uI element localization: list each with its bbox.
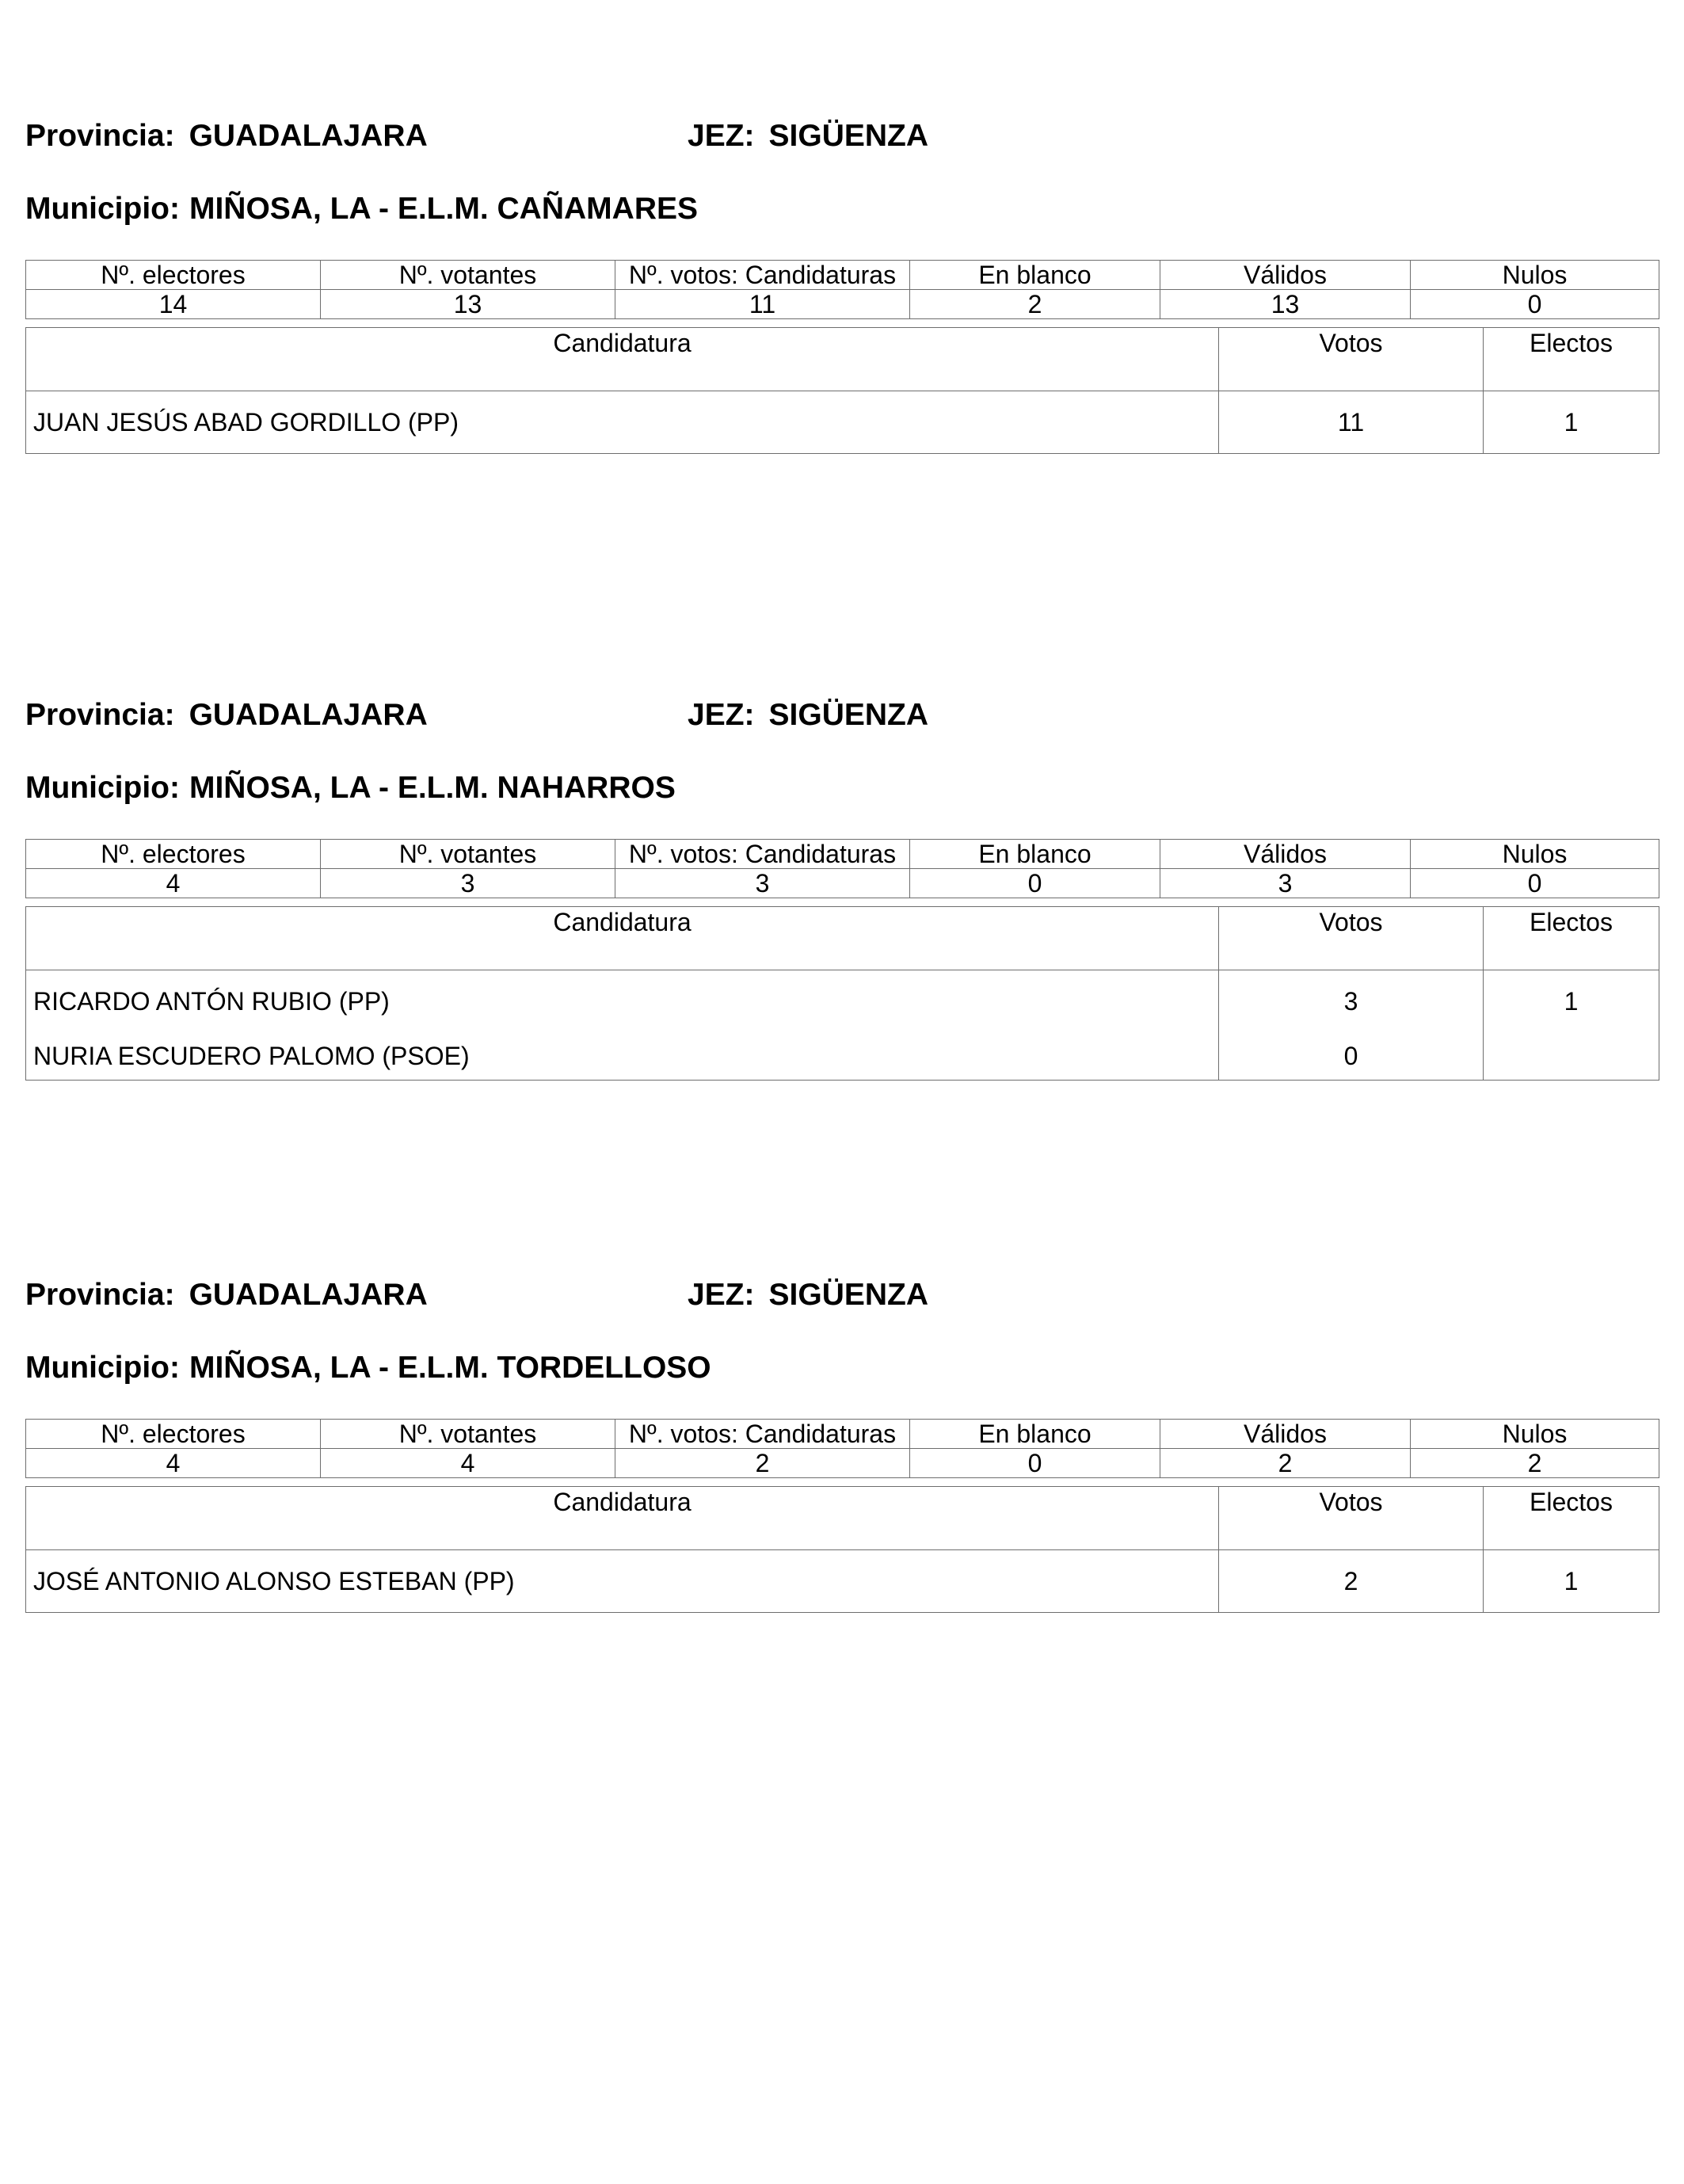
value-nulos: 0 bbox=[1411, 290, 1659, 319]
header-validos: Válidos bbox=[1160, 261, 1411, 290]
header-validos: Válidos bbox=[1160, 1420, 1411, 1449]
municipio-value: MIÑOSA, LA - E.L.M. CAÑAMARES bbox=[189, 192, 699, 226]
candidate-electos: 1 bbox=[1484, 970, 1659, 1033]
jez-label: JEZ: bbox=[688, 698, 755, 732]
municipio-label: Municipio: bbox=[25, 771, 180, 805]
header-en-blanco: En blanco bbox=[910, 840, 1160, 869]
value-en-blanco: 2 bbox=[910, 290, 1160, 319]
candidates-table bbox=[25, 327, 1659, 454]
header-nulos: Nulos bbox=[1411, 840, 1659, 869]
value-validos: 13 bbox=[1160, 290, 1411, 319]
candidate-votos: 0 bbox=[1219, 1032, 1484, 1081]
jez-label: JEZ: bbox=[688, 1278, 755, 1312]
value-nulos: 2 bbox=[1411, 1449, 1659, 1478]
stats-value-row bbox=[26, 869, 1659, 898]
municipio-label: Municipio: bbox=[25, 192, 180, 226]
stats-value-row bbox=[26, 290, 1659, 319]
candidate-name: NURIA ESCUDERO PALOMO (PSOE) bbox=[26, 1032, 1219, 1081]
candidates-header-row bbox=[26, 328, 1659, 391]
stats-header-row bbox=[26, 261, 1659, 290]
provincia-label: Provincia: bbox=[25, 119, 175, 153]
candidates-header-row bbox=[26, 1487, 1659, 1550]
header-electores: Nº. electores bbox=[26, 1420, 321, 1449]
value-en-blanco: 0 bbox=[910, 1449, 1160, 1478]
candidate-votos: 11 bbox=[1219, 391, 1484, 454]
header-votantes: Nº. votantes bbox=[321, 840, 615, 869]
header-electos: Electos bbox=[1484, 1487, 1659, 1550]
candidate-electos bbox=[1484, 1032, 1659, 1081]
provincia-label: Provincia: bbox=[25, 698, 175, 732]
provincia-header bbox=[25, 1278, 428, 1313]
candidate-row bbox=[26, 391, 1659, 454]
header-votos-candidaturas: Nº. votos: Candidaturas bbox=[615, 1420, 910, 1449]
header-nulos: Nulos bbox=[1411, 261, 1659, 290]
jez-header bbox=[688, 698, 928, 733]
candidate-name: JUAN JESÚS ABAD GORDILLO (PP) bbox=[26, 391, 1219, 454]
value-electores: 4 bbox=[26, 1449, 321, 1478]
value-validos: 3 bbox=[1160, 869, 1411, 898]
candidate-row bbox=[26, 1032, 1659, 1081]
municipio-value: MIÑOSA, LA - E.L.M. NAHARROS bbox=[189, 771, 676, 805]
municipio-header bbox=[25, 192, 698, 227]
header-votantes: Nº. votantes bbox=[321, 261, 615, 290]
jez-header bbox=[688, 1278, 928, 1313]
candidates-header-row bbox=[26, 907, 1659, 970]
header-en-blanco: En blanco bbox=[910, 1420, 1160, 1449]
header-electores: Nº. electores bbox=[26, 261, 321, 290]
value-validos: 2 bbox=[1160, 1449, 1411, 1478]
jez-value: SIGÜENZA bbox=[768, 698, 929, 732]
stats-value-row bbox=[26, 1449, 1659, 1478]
municipio-label: Municipio: bbox=[25, 1351, 180, 1385]
value-votantes: 4 bbox=[321, 1449, 615, 1478]
header-votos: Votos bbox=[1219, 328, 1484, 391]
value-votos-candidaturas: 3 bbox=[615, 869, 910, 898]
candidate-name: JOSÉ ANTONIO ALONSO ESTEBAN (PP) bbox=[26, 1550, 1219, 1613]
value-en-blanco: 0 bbox=[910, 869, 1160, 898]
jez-value: SIGÜENZA bbox=[768, 1278, 929, 1312]
candidates-table bbox=[25, 1486, 1659, 1613]
municipio-header bbox=[25, 1351, 711, 1385]
header-votantes: Nº. votantes bbox=[321, 1420, 615, 1449]
jez-value: SIGÜENZA bbox=[768, 119, 929, 153]
header-votos-candidaturas: Nº. votos: Candidaturas bbox=[615, 261, 910, 290]
value-votos-candidaturas: 11 bbox=[615, 290, 910, 319]
value-votos-candidaturas: 2 bbox=[615, 1449, 910, 1478]
candidate-votos: 3 bbox=[1219, 970, 1484, 1033]
header-electos: Electos bbox=[1484, 328, 1659, 391]
candidate-row bbox=[26, 970, 1659, 1033]
stats-table bbox=[25, 260, 1659, 319]
candidate-name: RICARDO ANTÓN RUBIO (PP) bbox=[26, 970, 1219, 1033]
header-nulos: Nulos bbox=[1411, 1420, 1659, 1449]
header-votos: Votos bbox=[1219, 1487, 1484, 1550]
header-candidatura: Candidatura bbox=[26, 907, 1219, 970]
value-electores: 14 bbox=[26, 290, 321, 319]
result-block-canamares bbox=[25, 119, 1659, 499]
header-electores: Nº. electores bbox=[26, 840, 321, 869]
jez-header bbox=[688, 119, 928, 154]
provincia-value: GUADALAJARA bbox=[189, 698, 428, 732]
value-electores: 4 bbox=[26, 869, 321, 898]
header-electos: Electos bbox=[1484, 907, 1659, 970]
provincia-value: GUADALAJARA bbox=[189, 119, 428, 153]
jez-label: JEZ: bbox=[688, 119, 755, 153]
header-candidatura: Candidatura bbox=[26, 328, 1219, 391]
stats-table bbox=[25, 1419, 1659, 1478]
header-validos: Válidos bbox=[1160, 840, 1411, 869]
provincia-header bbox=[25, 698, 428, 733]
stats-table bbox=[25, 839, 1659, 898]
candidate-row bbox=[26, 1550, 1659, 1613]
result-block-naharros bbox=[25, 698, 1659, 1142]
municipio-header bbox=[25, 771, 676, 806]
stats-header-row bbox=[26, 840, 1659, 869]
header-votos: Votos bbox=[1219, 907, 1484, 970]
provincia-header bbox=[25, 119, 428, 154]
candidate-electos: 1 bbox=[1484, 1550, 1659, 1613]
provincia-value: GUADALAJARA bbox=[189, 1278, 428, 1312]
result-block-tordelloso bbox=[25, 1278, 1659, 1658]
candidate-electos: 1 bbox=[1484, 391, 1659, 454]
value-nulos: 0 bbox=[1411, 869, 1659, 898]
stats-header-row bbox=[26, 1420, 1659, 1449]
value-votantes: 3 bbox=[321, 869, 615, 898]
candidates-table bbox=[25, 906, 1659, 1081]
candidate-votos: 2 bbox=[1219, 1550, 1484, 1613]
header-candidatura: Candidatura bbox=[26, 1487, 1219, 1550]
value-votantes: 13 bbox=[321, 290, 615, 319]
header-en-blanco: En blanco bbox=[910, 261, 1160, 290]
municipio-value: MIÑOSA, LA - E.L.M. TORDELLOSO bbox=[189, 1351, 711, 1385]
header-votos-candidaturas: Nº. votos: Candidaturas bbox=[615, 840, 910, 869]
provincia-label: Provincia: bbox=[25, 1278, 175, 1312]
